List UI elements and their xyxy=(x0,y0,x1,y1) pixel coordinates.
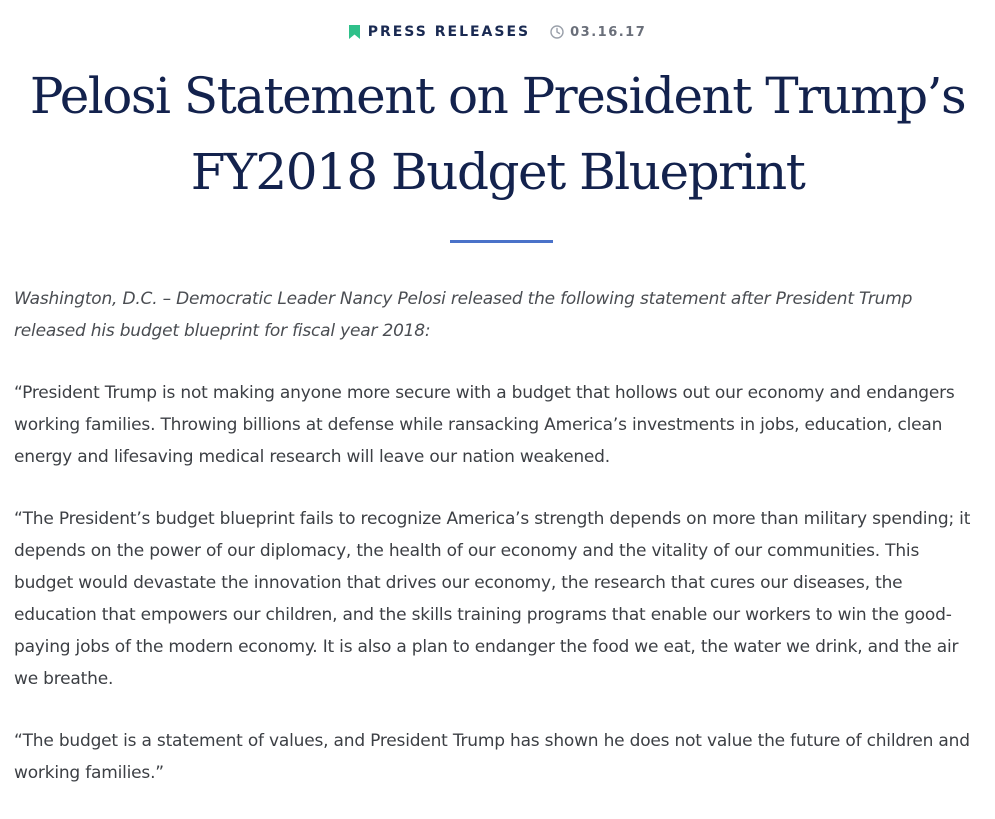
article-paragraph: “The President’s budget blueprint fails to recognize America’s strength depends on more than military spending; it depends on the power of our diplomacy, the health of our economy and the vitality of our communities. This budget would devastate the innovation that drives our economy, the research that cures our diseases, the education that empowers our children, and the skills training programs that enable our workers to win the good-paying jobs of the modern economy. It is also a plan to endanger the food we eat, the water we drink, and the air we breathe. xyxy=(14,509,971,689)
article-meta xyxy=(0,22,995,42)
title-line-1: Pelosi Statement on President Trump’s xyxy=(29,67,966,125)
article-paragraph: “President Trump is not making anyone more secure with a budget that hollows out our economy and endangers working families. Throwing billions at defense while ransacking America’s investments in jobs, education, clean energy and lifesaving medical research will leave our nation weakened. xyxy=(14,383,955,467)
category-label: PRESS RELEASES xyxy=(367,24,531,40)
date-text: 03.16.17 xyxy=(570,24,647,40)
article-paragraph: “The budget is a statement of values, and President Trump has shown he does not value the future of children and working families.” xyxy=(14,731,970,783)
clock-icon xyxy=(550,25,564,39)
bookmark-icon xyxy=(349,25,360,39)
title-divider xyxy=(450,240,553,243)
category-link[interactable] xyxy=(349,24,530,40)
title-line-2: FY2018 Budget Blueprint xyxy=(190,143,805,201)
article-intro: Washington, D.C. – Democratic Leader Nancy Pelosi released the following statement after President Trump released his budget blueprint for fiscal year 2018: xyxy=(14,289,913,341)
article-body xyxy=(14,283,980,819)
publish-date xyxy=(550,25,646,40)
page-title xyxy=(0,58,995,210)
